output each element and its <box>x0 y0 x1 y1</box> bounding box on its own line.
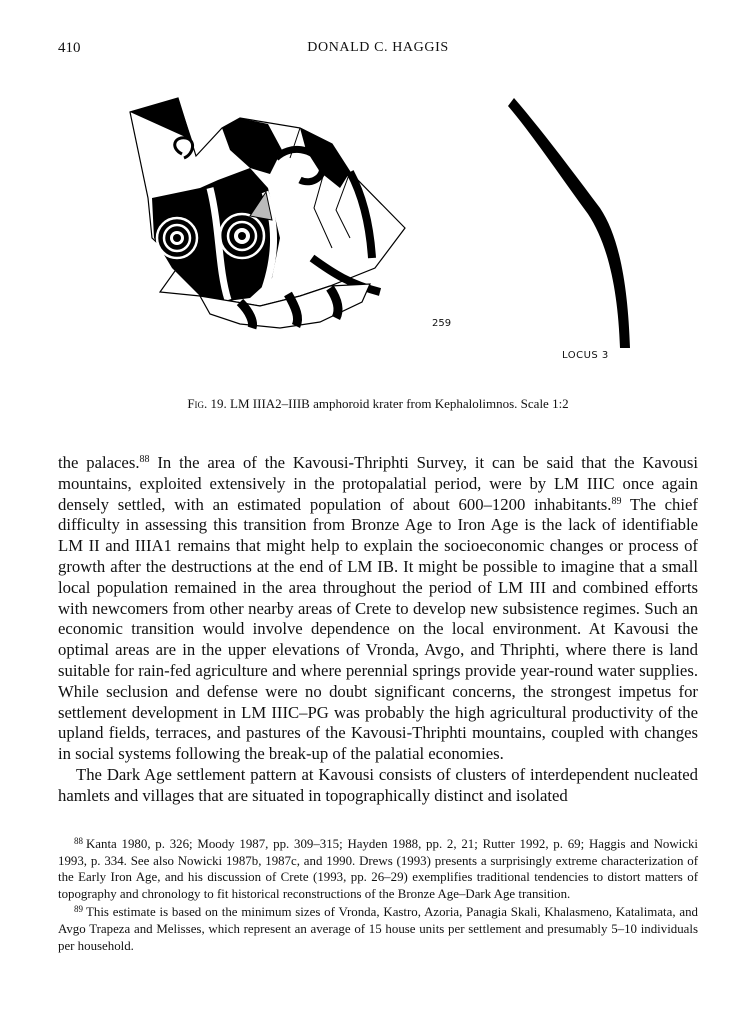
profile-section <box>508 98 630 348</box>
figure-number-label: 259 <box>432 318 452 329</box>
text-span: The chief difficulty in assessing this transition from Bronze Age to Iron Age is the lack of identifiable LM II and IIIA1 remains that might help to explain the socioeconomic changes or process of growth after the destructions at the end of LM IB. It might be possible to imagine that a small local population remained in the area throughout the period of LM III and combined efforts with newcomers from other nearby areas of Crete to develop new subsistence regimes. Such an economic transition would involve dependence on the local environment. At Kavousi the optimal areas are in the upper elevations of Vronda, Avgo, and Thriphti, where there is land suitable for rain-fed agriculture and where perennial springs provide year-round water supplies. While seclusion and defense were no doubt significant concerns, the strongest impetus for settlement development in LM IIIC–PG was probably the high agricultural productivity of the upland fields, terraces, and pastures of the Kavousi-Thriphti mountains, coupled with changes in social systems following the break-up of the palatial economies. <box>58 494 698 764</box>
running-head: DONALD C. HAGGIS <box>307 40 449 55</box>
footnote-text: This estimate is based on the minimum sizes of Vronda, Kastro, Azoria, Panagia Skali, Khalasmeno, Katalimata, and Avgo Trapeza and Melisses, which represent an average of 15 house units per settlement and presumably 5–10 individuals per household. <box>58 905 698 953</box>
caption-text: LM IIIA2–IIIB amphoroid krater from Kephalolimnos. Scale 1:2 <box>230 396 569 411</box>
footnotes <box>58 836 698 954</box>
text-span: In the area of the Kavousi-Thriphti Survey, it can be said that the Kavousi mountains, exploited extensively in the protopalatial period, were by LM IIIC once again densely settled, with an estimated population of about 600–1200 inhabitants. <box>58 453 698 514</box>
paragraph <box>58 453 698 765</box>
footnote-number: 89 <box>74 904 83 915</box>
page-number: 410 <box>58 40 81 56</box>
page-header <box>58 40 698 64</box>
footnote-ref[interactable]: 89 <box>611 495 622 507</box>
figure-krater <box>100 88 660 378</box>
paragraph: The Dark Age settlement pattern at Kavousi consists of clusters of interdependent nucleated hamlets and villages that are situated in topographically distinct and isolated <box>58 764 698 805</box>
figure-caption <box>58 396 698 412</box>
footnote <box>58 904 698 954</box>
footnote-text: Kanta 1980, p. 326; Moody 1987, pp. 309–315; Hayden 1988, pp. 2, 21; Rutter 1992, p. 69; Haggis and Nowicki 1993, p. 334. See also Nowicki 1987b, 1987c, and 1990. Drews (1993) presents a surprisingly extreme characterization of the Early Iron Age, and his discussion of Crete (1993, pp. 26–29) exemplifies traditional tendencies to distort matters of topography and chronology to fit historical reconstructions of the Bronze Age–Dark Age transition. <box>58 837 698 901</box>
caption-prefix: Fig. 19. <box>187 396 227 411</box>
krater-drawing <box>100 88 660 378</box>
footnote-ref[interactable]: 88 <box>139 454 150 465</box>
text-span: the palaces. <box>58 453 140 472</box>
footnote-number: 88 <box>74 836 83 846</box>
footnote <box>58 836 698 902</box>
locus-label: LOCUS 3 <box>562 350 609 361</box>
body-text <box>58 453 698 807</box>
